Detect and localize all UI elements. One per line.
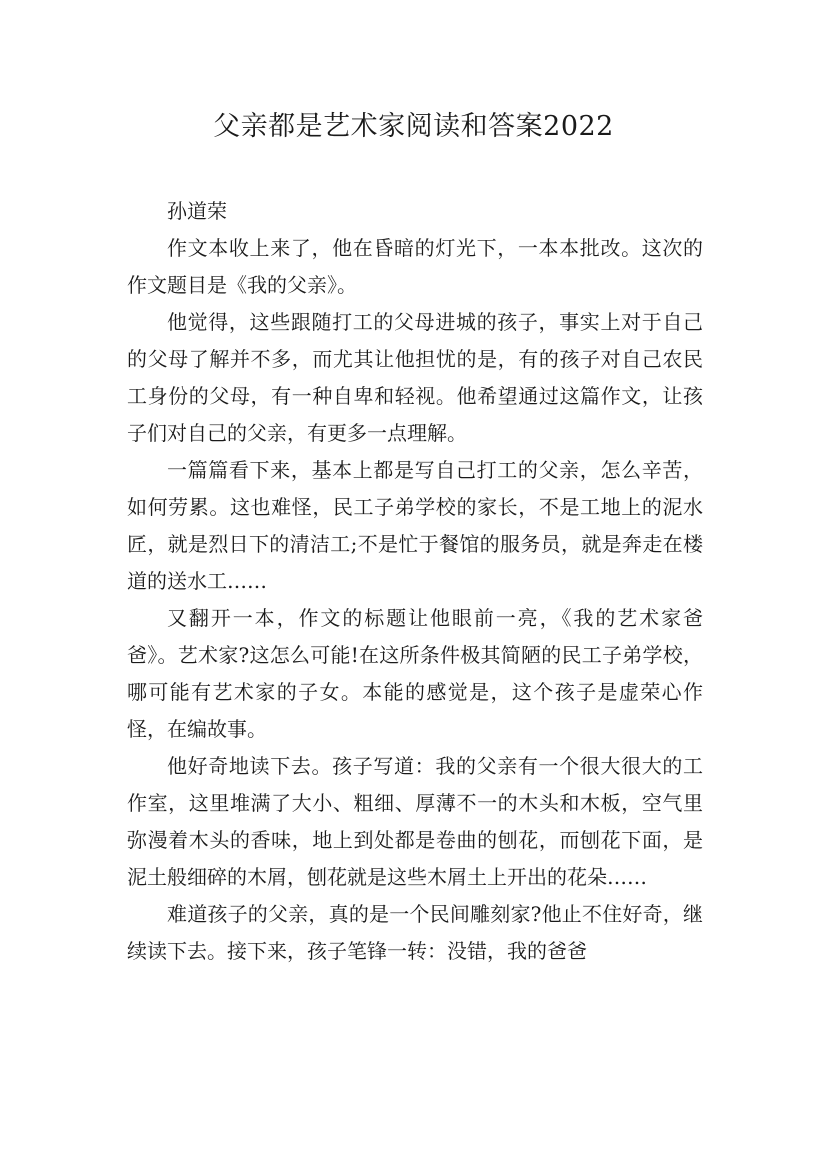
paragraph: 难道孩子的父亲，真的是一个民间雕刻家?他止不住好奇，继续读下去。接下来，孩子笔锋一转：没错，我的爸爸 — [127, 902, 703, 963]
document-title: 父亲都是艺术家阅读和答案2022 — [213, 111, 614, 142]
paragraph: 一篇篇看下来，基本上都是写自己打工的父亲，怎么辛苦，如何劳累。这也难怪，民工子弟学校的家长，不是工地上的泥水匠，就是烈日下的清洁工;不是忙于餐馆的服务员，就是奔走在楼道的送水工…… — [127, 458, 703, 593]
paragraph: 他好奇地读下去。孩子写道：我的父亲有一个很大很大的工作室，这里堆满了大小、粗细、厚薄不一的木头和木板，空气里弥漫着木头的香味，地上到处都是卷曲的刨花，而刨花下面，是泥土般细碎的木屑，刨花就是这些木屑土上开出的花朵…… — [127, 754, 703, 889]
article-body — [127, 193, 703, 970]
author-line: 孙道荣 — [167, 199, 227, 223]
paragraph: 又翻开一本，作文的标题让他眼前一亮，《我的艺术家爸爸》。艺术家?这怎么可能!在这所条件极其简陋的民工子弟学校，哪可能有艺术家的子女。本能的感觉是，这个孩子是虚荣心作怪，在编故事。 — [127, 606, 703, 741]
paragraph: 作文本收上来了，他在昏暗的灯光下，一本本批改。这次的作文题目是《我的父亲》。 — [127, 236, 703, 297]
paragraph: 他觉得，这些跟随打工的父母进城的孩子，事实上对于自己的父母了解并不多，而尤其让他担忧的是，有的孩子对自己农民工身份的父母，有一种自卑和轻视。他希望通过这篇作文，让孩子们对自己的父亲，有更多一点理解。 — [127, 310, 703, 445]
